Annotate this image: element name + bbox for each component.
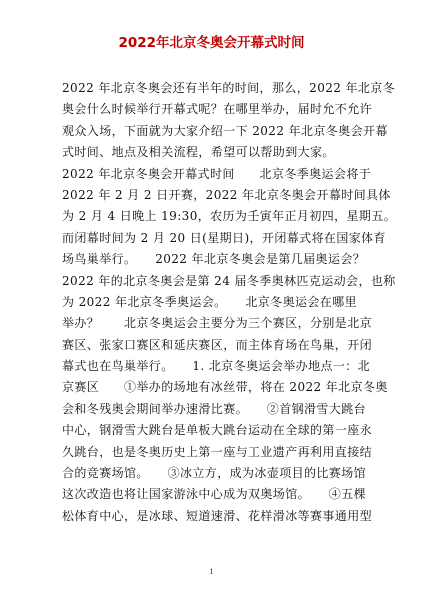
body-line: 京赛区 ①举办的场地有冰丝带，将在 2022 年北京冬奥 <box>62 380 388 395</box>
body-line: 这次改造也将让国家游泳中心成为双奥场馆。 ④五棵 <box>62 487 367 502</box>
body-line: 幕式也在鸟巢举行。 1. 北京冬奥运会举办地点一：北 <box>62 359 371 374</box>
body-line: 2022 年北京冬奥会开幕式时间 北京冬季奥运会将于 <box>62 166 372 181</box>
document-body <box>62 78 397 527</box>
body-line: 为 2022 年北京冬季奥运会。 北京冬奥运会在哪里 <box>62 294 357 309</box>
body-line: 赛区、张家口赛区和延庆赛区，而主体育场在鸟巢，开闭 <box>62 337 373 352</box>
document-title: 2022年北京冬奥会开幕式时间 <box>118 35 305 51</box>
body-line: 2022 年 2 月 2 日开赛，2022 年北京冬奥会开幕时间具体 <box>62 187 391 202</box>
body-line: 为 2 月 4 日晚上 19:30，农历为壬寅年正月初四，星期五。 <box>62 209 397 224</box>
body-line: 久跳台，也是冬奥历史上第一座与工业遗产再利用直接结 <box>62 444 373 459</box>
body-line: 奥会什么时候举行开幕式呢？在哪里举办，届时允不允许 <box>62 102 373 117</box>
body-line: 松体育中心，是冰球、短道速滑、花样滑冰等赛事通用型 <box>62 508 373 523</box>
body-line: 中心，钢滑雪大跳台是单板大跳台运动在全球的第一座永 <box>62 423 373 438</box>
body-line: 会和冬残奥会期间举办速滑比赛。 ②首钢滑雪大跳台 <box>62 401 367 416</box>
body-line: 而闭幕时间为 2 月 20 日(星期日)，开闭幕式将在国家体育 <box>62 230 386 245</box>
body-line: 2022 年的北京冬奥会是第 24 届冬季奥林匹克运动会，也称 <box>62 273 396 288</box>
body-line: 观众入场，下面就为大家介绍一下 2022 年北京冬奥会开幕 <box>62 123 388 138</box>
body-line: 式时间、地点及相关流程，希望可以帮助到大家。 <box>62 145 335 160</box>
body-line: 合的竞赛场馆。 ③冰立方，成为冰壶项目的比赛场馆 <box>62 466 367 481</box>
body-line: 举办？ 北京冬奥运会主要分为三个赛区，分别是北京 <box>62 316 373 331</box>
body-line: 场鸟巢举行。 2022 年北京冬奥会是第几届奥运会？ <box>62 252 366 267</box>
page-number: 1 <box>209 568 214 576</box>
body-line: 2022 年北京冬奥会还有半年的时间，那么，2022 年北京冬 <box>62 81 396 95</box>
